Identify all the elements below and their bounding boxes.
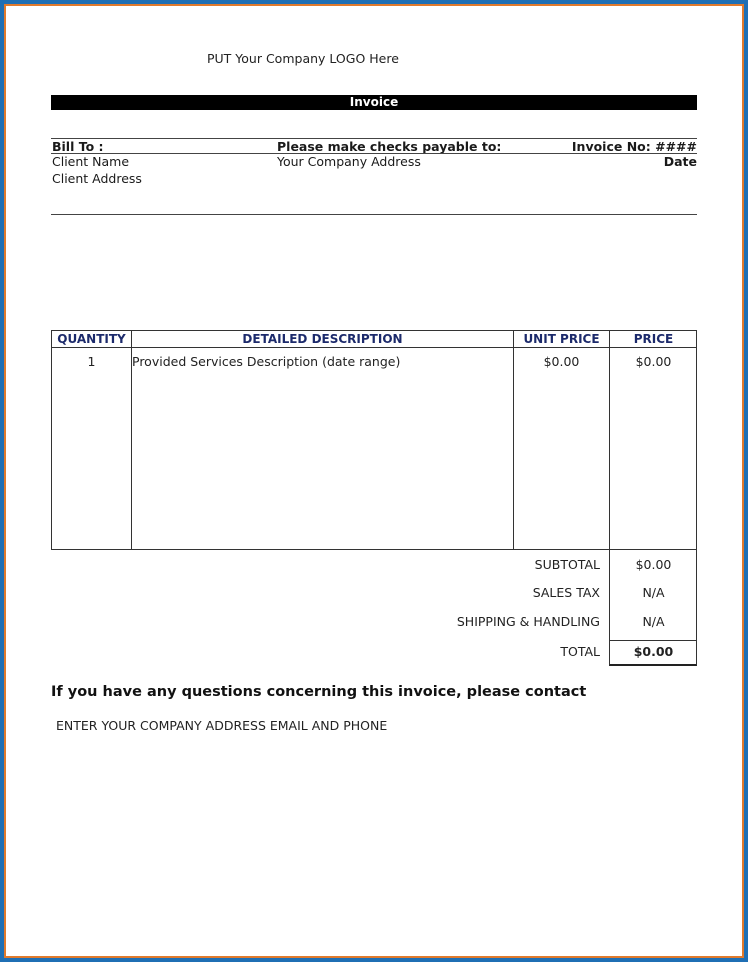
shipping-label: SHIPPING & HANDLING <box>456 614 600 629</box>
date-label: Date <box>663 154 697 169</box>
info-bottom-rule <box>51 214 697 215</box>
company-address: Your Company Address <box>277 154 421 169</box>
total-label: TOTAL <box>560 644 600 659</box>
shipping-value: N/A <box>642 614 665 629</box>
row-unit-price: $0.00 <box>543 354 580 369</box>
invoice-title-bar: Invoice <box>51 95 697 110</box>
payable-label: Please make checks payable to: <box>277 139 502 154</box>
subtotal-value: $0.00 <box>635 557 672 572</box>
row-description: Provided Services Description (date range) <box>132 354 401 369</box>
logo-placeholder: PUT Your Company LOGO Here <box>207 51 399 66</box>
sales-tax-value: N/A <box>642 585 665 600</box>
client-name: Client Name <box>52 154 130 169</box>
invoice-page <box>8 8 740 954</box>
column-header-price: PRICE <box>633 332 674 346</box>
column-header-quantity: QUANTITY <box>57 332 126 346</box>
bill-to-label: Bill To : <box>52 139 104 154</box>
total-value: $0.00 <box>633 644 674 659</box>
items-table <box>51 330 697 550</box>
contact-placeholder: ENTER YOUR COMPANY ADDRESS EMAIL AND PHONE <box>56 718 388 733</box>
sales-tax-label: SALES TAX <box>532 585 600 600</box>
row-price: $0.00 <box>635 354 672 369</box>
column-header-unit-price: UNIT PRICE <box>523 332 600 346</box>
invoice-number-label: Invoice No: #### <box>571 139 697 154</box>
client-address: Client Address <box>52 171 142 186</box>
subtotal-label: SUBTOTAL <box>534 557 600 572</box>
questions-text: If you have any questions concerning this invoice, please contact <box>51 684 587 700</box>
column-header-description: DETAILED DESCRIPTION <box>242 332 403 346</box>
row-quantity: 1 <box>87 354 96 369</box>
